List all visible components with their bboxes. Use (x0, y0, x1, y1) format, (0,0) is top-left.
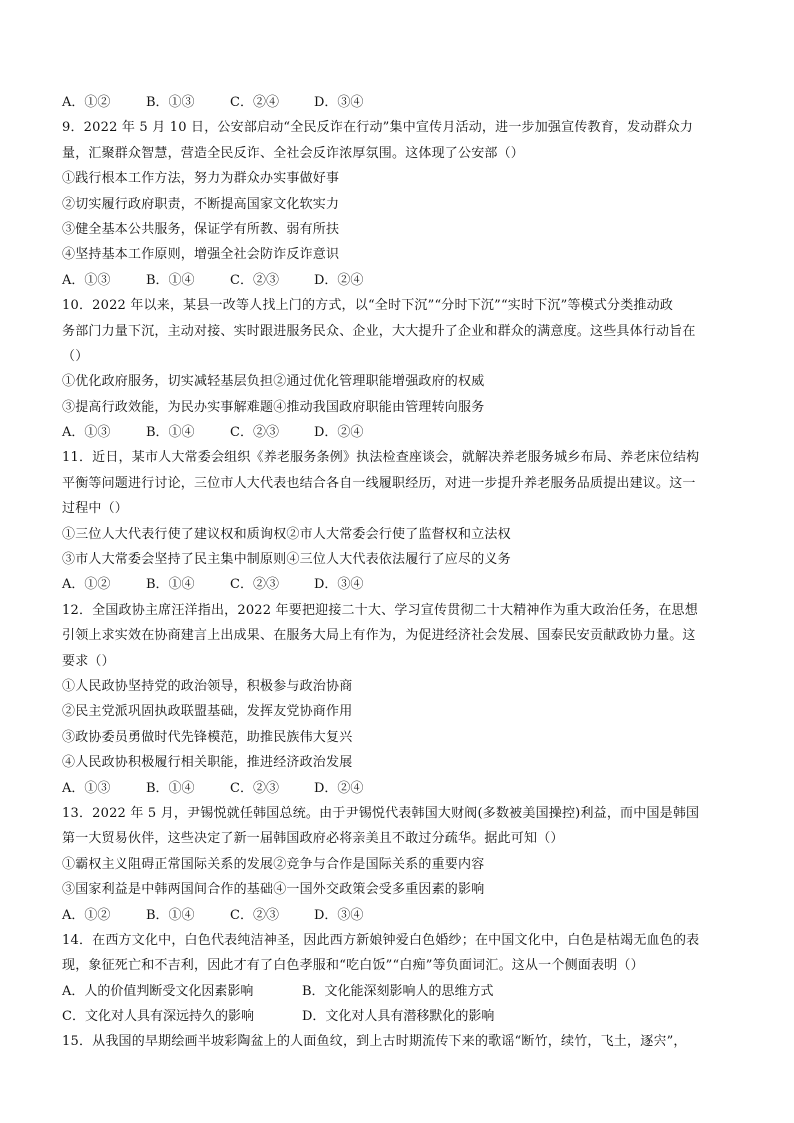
question-stem-line: 要求（） (62, 653, 115, 669)
statement-item: ③市人大常委会坚持了民主集中制原则④三位人大代表依法履行了应尽的义务 (62, 552, 511, 568)
question-stem-line: 务部门力量下沉，主动对接、实时跟进服务民众、企业，大大提升了企业和群众的满意度。这些具体行动旨在 (62, 323, 696, 339)
statement-item: ①人民政协坚持党的政治领导，积极参与政治协商 (62, 678, 353, 694)
question-stem-line: 引领上求实效在协商建言上出成果、在服务大局上有作为，为促进经济社会发展、国泰民安贡献政协力量。这 (62, 628, 696, 644)
option-a: A．人的价值判断受文化因素影响 (62, 983, 254, 999)
question-stem-line: 15．从我国的早期绘画半坡彩陶盆上的人面鱼纹，到上古时期流传下来的歌谣“断竹，续竹，飞土，逐宍”， (62, 1034, 687, 1050)
question-options (62, 268, 734, 293)
question-stem-line: 13．2022 年 5 月，尹锡悦就任韩国总统。由于尹锡悦代表韩国大财阀(多数被美国操控)利益，而中国是韩国 (62, 805, 700, 821)
statement-item: ③健全基本公共服务，保证学有所教、弱有所扶 (62, 221, 340, 237)
question-stem-line: 量，汇聚群众智慧，营造全民反诈、全社会反诈浓厚氛围。这体现了公安部（） (62, 145, 525, 161)
question-options (62, 1004, 734, 1029)
question-stem-line: 10．2022 年以来，某县一改等人找上门的方式，以“全时下沉”“分时下沉”“实时下沉”等模式分类推动政 (62, 298, 674, 314)
option-b: B．①④ (146, 425, 195, 441)
option-b: B．①④ (146, 780, 195, 796)
question-options (62, 903, 734, 928)
option-c: C．②③ (230, 577, 279, 593)
option-b: B．①④ (146, 272, 195, 288)
exam-page (62, 90, 734, 1055)
option-a: A．①② (62, 577, 111, 593)
question-9 (62, 115, 734, 293)
question-stem-line: 9．2022 年 5 月 10 日，公安部启动“全民反诈在行动”集中宣传月活动，进一步加强宣传教育，发动群众力 (62, 120, 694, 136)
statement-item: ①优化政府服务，切实减轻基层负担②通过优化管理职能增强政府的权威 (62, 374, 485, 390)
option-c: C．文化对人具有深远持久的影响 (62, 1009, 254, 1025)
option-a: A．①③ (62, 272, 111, 288)
option-d: D．③④ (314, 95, 364, 110)
question-13 (62, 801, 734, 928)
option-b: B．①④ (146, 907, 195, 923)
option-c: C．②③ (230, 272, 279, 288)
question-stem-line: 第一大贸易伙伴，这些决定了新一届韩国政府必将亲美且不敢过分疏华。据此可知（） (62, 831, 564, 847)
option-a: A．①③ (62, 780, 111, 796)
option-d: D．②④ (314, 425, 364, 441)
question-10 (62, 293, 734, 445)
option-d: D．②④ (314, 780, 364, 796)
statement-item: ②民主党派巩固执政联盟基础，发挥友党协商作用 (62, 704, 353, 720)
option-a: A．①② (62, 95, 111, 110)
statement-item: ③国家利益是中韩两国间合作的基础④一国外交政策会受多重因素的影响 (62, 882, 485, 898)
question-stem-line: 11．近日，某市人大常委会组织《养老服务条例》执法检查座谈会，就解决养老服务城乡布局、养老床位结构 (62, 450, 700, 466)
q8-options (62, 90, 734, 115)
option-d: D．②④ (314, 272, 364, 288)
option-d: D．文化对人具有潜移默化的影响 (302, 1009, 495, 1025)
question-options (62, 776, 734, 801)
option-c: C．②④ (230, 95, 279, 110)
statement-item: ④坚持基本工作原则，增强全社会防诈反诈意识 (62, 247, 340, 263)
question-stem-line: 12．全国政协主席汪洋指出，2022 年要把迎接二十大、学习宣传贯彻二十大精神作为重大政治任务，在思想 (62, 602, 698, 618)
option-a: A．①③ (62, 425, 111, 441)
option-b: B．①④ (146, 577, 195, 593)
question-15 (62, 1029, 734, 1054)
statement-item: ②切实履行政府职责，不断提高国家文化软实力 (62, 196, 340, 212)
question-options (62, 420, 734, 445)
option-c: C．②③ (230, 425, 279, 441)
option-b: B．文化能深刻影响人的思维方式 (302, 983, 494, 999)
question-stem-line: 现，象征死亡和不吉利，因此才有了白色孝服和“吃白饭”“白痴”等负面词汇。这从一个侧面表明（） (62, 958, 644, 974)
question-options (62, 572, 734, 597)
option-d: D．③④ (314, 577, 364, 593)
statement-item: ③提高行政效能，为民办实事解难题④推动我国政府职能由管理转向服务 (62, 399, 485, 415)
question-stem-line: 14．在西方文化中，白色代表纯洁神圣，因此西方新娘钟爱白色婚纱；在中国文化中，白色是枯竭无血色的表 (62, 932, 700, 948)
statement-item: ①霸权主义阻碍正常国际关系的发展②竞争与合作是国际关系的重要内容 (62, 856, 485, 872)
question-options (62, 979, 734, 1004)
option-b: B．①③ (146, 95, 195, 110)
question-12 (62, 598, 734, 801)
statement-item: ①践行根本工作方法，努力为群众办实事做好事 (62, 171, 340, 187)
option-c: C．②③ (230, 780, 279, 796)
statement-item: ①三位人大代表行使了建议权和质询权②市人大常委会行使了监督权和立法权 (62, 526, 511, 542)
question-stem-line: 过程中（） (62, 501, 129, 517)
question-14 (62, 928, 734, 1030)
option-a: A．①② (62, 907, 111, 923)
statement-item: ④人民政协积极履行相关职能，推进经济政治发展 (62, 755, 353, 771)
question-stem-line: 平衡等问题进行讨论，三位市人大代表也结合各自一线履职经历，对进一步提升养老服务品质提出建议。这一 (62, 475, 696, 491)
question-stem-line: （） (62, 348, 89, 364)
question-11 (62, 445, 734, 597)
statement-item: ③政协委员勇做时代先锋模范，助推民族伟大复兴 (62, 729, 353, 745)
option-d: D．③④ (314, 907, 364, 923)
option-c: C．②③ (230, 907, 279, 923)
